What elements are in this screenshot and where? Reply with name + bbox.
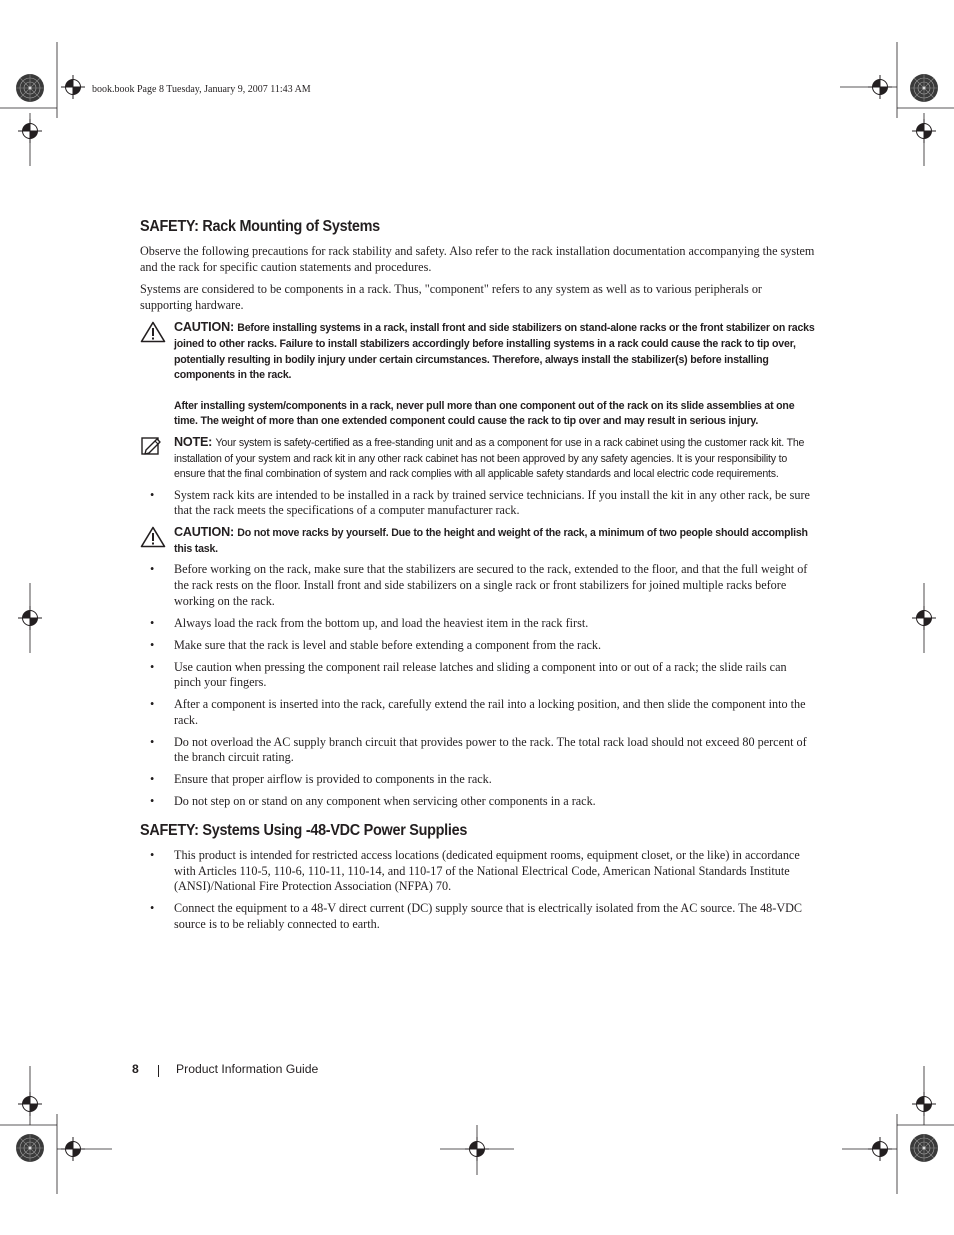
bullet-icon: • xyxy=(150,901,155,916)
bullet-icon: • xyxy=(150,794,155,809)
caution-text: After installing system/components in a rack, never pull more than one component out of the rack on its slide assemblies at one time. The weight of more than one extended component could cause the rack to tip over and may result in serious injury. xyxy=(174,399,795,428)
bullet-list xyxy=(140,562,815,809)
list-item xyxy=(140,697,815,728)
caution-notice xyxy=(140,320,815,430)
list-item-text: Do not step on or stand on any component when servicing other components in a rack. xyxy=(174,794,596,809)
star-target-icon xyxy=(16,74,44,102)
star-target-icon xyxy=(910,1134,938,1162)
bullet-icon: • xyxy=(150,847,155,862)
list-item xyxy=(140,794,815,810)
list-item-text: Before working on the rack, make sure that the stabilizers are secured to the rack, extended to the floor, and that the full weight of the rack rests on the floor. Install front and side stabilizers on a single rack or front stabilizers for joined multiple racks before working on the rack. xyxy=(174,562,808,608)
section-title: SAFETY: Systems Using -48-VDC Power Supplies xyxy=(140,821,468,839)
footer-divider xyxy=(158,1065,159,1077)
note-text: Your system is safety-certified as a free-standing unit and as a component for use in a rack cabinet using the customer rack kit. The installation of your system and rack kit in any other rack cabinet has not been approved by any safety agencies. It is your responsibility to ensure that the final combination of system and rack complies with all applicable safety standards and local electric code requirements. xyxy=(174,436,805,481)
guide-title: Product Information Guide xyxy=(176,1062,319,1076)
list-item xyxy=(140,735,815,766)
list-item-text: Do not overload the AC supply branch circuit that provides power to the rack. The total rack load should not exceed 80 percent of the branch circuit rating. xyxy=(174,734,807,765)
note-label: NOTE: xyxy=(174,434,216,449)
list-item-text: Always load the rack from the bottom up, and load the heaviest item in the rack first. xyxy=(174,615,589,630)
note-notice xyxy=(140,435,815,483)
bullet-icon: • xyxy=(150,659,155,674)
body-paragraph: Systems are considered to be components in a rack. Thus, "component" refers to any system as well as to various peripherals or supporting hardware. xyxy=(140,282,762,312)
bullet-icon: • xyxy=(150,562,155,577)
list-item xyxy=(140,562,815,609)
bullet-icon: • xyxy=(150,615,155,630)
note-pencil-icon xyxy=(140,436,162,461)
caution-text: Before installing systems in a rack, install front and side stabilizers on stand-alone racks or the front stabilizer on racks joined to other racks. Failure to install stabilizers accordingly before installing systems in a rack could cause the rack to tip over, potentially resulting in bodily injury under certain circumstances. Therefore, always install the stabilizer(s) before installing components in the rack. xyxy=(174,322,815,382)
list-item-text: Use caution when pressing the component rail release latches and sliding a component into or out of a rack; the slide rails can pinch your fingers. xyxy=(174,659,787,690)
list-item xyxy=(140,901,815,932)
list-item xyxy=(140,660,815,691)
list-item xyxy=(140,638,815,654)
bullet-icon: • xyxy=(150,697,155,712)
caution-label: CAUTION: xyxy=(174,320,238,335)
list-item-text: Ensure that proper airflow is provided to components in the rack. xyxy=(174,772,492,787)
list-item xyxy=(140,772,815,788)
bullet-icon: • xyxy=(150,637,155,652)
caution-label: CAUTION: xyxy=(174,525,238,540)
list-item-text: This product is intended for restricted access locations (dedicated equipment rooms, equipment closet, or the like) in accordance with Articles 110-5, 110-6, 110-11, 110-14, and 110-17 of the National Electrical Code, American National Standards Institute (ANSI)/National Fire Protection Association (NFPA) 70. xyxy=(174,847,800,894)
bullet-icon: • xyxy=(150,772,155,787)
registration-crosshair-icon xyxy=(61,75,85,99)
page-footer xyxy=(132,1062,318,1077)
caution-text: Do not move racks by yourself. Due to the height and weight of the rack, a minimum of two people should accomplish this task. xyxy=(174,527,808,555)
page-number: 8 xyxy=(132,1062,139,1076)
list-item xyxy=(140,848,815,895)
print-slug-line: book.book Page 8 Tuesday, January 9, 2007 11:43 AM xyxy=(92,84,311,95)
page-content xyxy=(140,218,815,939)
bullet-list xyxy=(140,848,815,932)
body-paragraph: Observe the following precautions for rack stability and safety. Also refer to the rack installation documentation accompanying the system and the rack for specific caution statements and procedures. xyxy=(140,244,815,274)
list-item xyxy=(140,488,815,519)
caution-notice xyxy=(140,525,815,557)
section-title: SAFETY: Rack Mounting of Systems xyxy=(140,218,380,235)
caution-triangle-icon xyxy=(140,321,166,348)
list-item-text: System rack kits are intended to be installed in a rack by trained service technicians. If you install the kit in any other rack, be sure that the rack meets the specifications of a computer manufacturer rack. xyxy=(174,487,810,518)
bullet-icon: • xyxy=(150,487,155,502)
star-target-icon xyxy=(16,1134,44,1162)
star-target-icon xyxy=(910,74,938,102)
caution-triangle-icon xyxy=(140,526,166,553)
list-item-text: Connect the equipment to a 48-V direct current (DC) supply source that is electrically isolated from the AC source. The 48-VDC source is to be reliably connected to earth. xyxy=(174,901,803,931)
bullet-icon: • xyxy=(150,734,155,749)
list-item-text: Make sure that the rack is level and stable before extending a component from the rack. xyxy=(174,637,602,652)
list-item xyxy=(140,616,815,632)
list-item-text: After a component is inserted into the rack, carefully extend the rail into a locking position, and then slide the component into the rack. xyxy=(174,697,806,727)
bullet-list xyxy=(140,488,815,519)
